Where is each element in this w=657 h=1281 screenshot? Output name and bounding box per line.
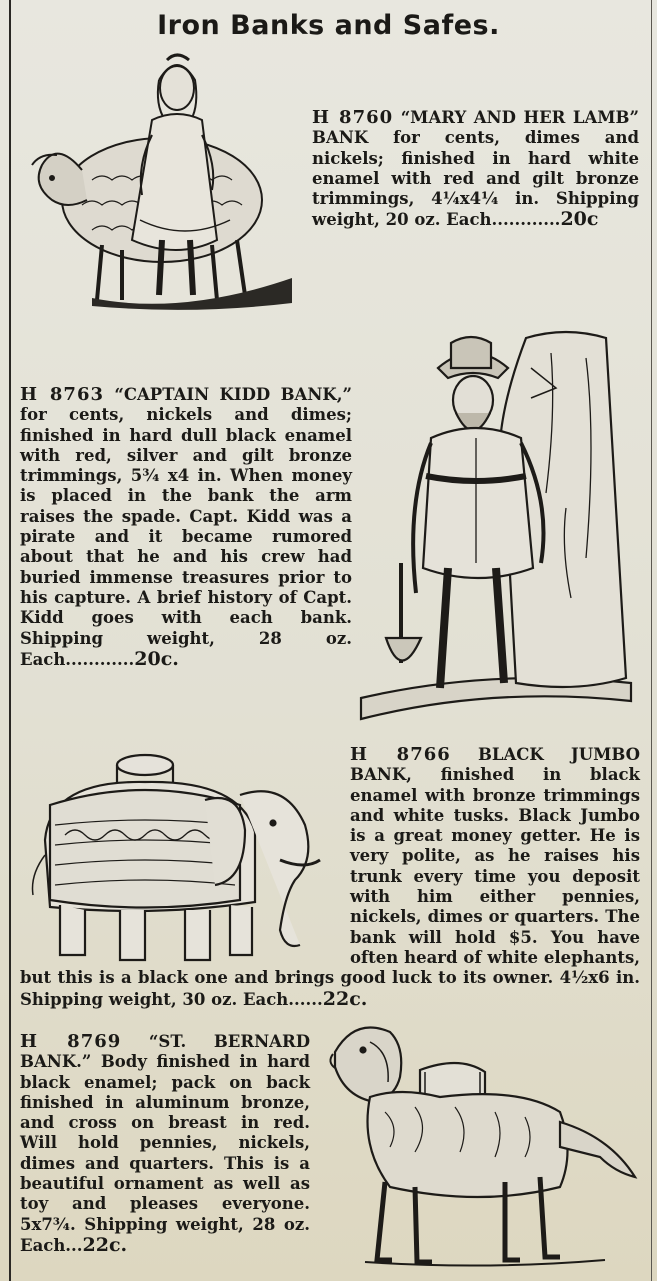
item-8760-code: H 8760: [312, 107, 394, 128]
item-8766-text: finished in black enamel with bronze trimmings and white tusks. Black Jumbo is a great money getter. He is very polite, as he raises his trunk every time you deposit with him either pennies, nickels, dimes or quarters. The bank will hold $5. You have often heard of white elephants, but this is a black one and brings good luck to its owner. 4½x6 in. Shipping weight, 30 oz. Each......: [20, 765, 640, 1009]
mary-and-lamb-illustration: [22, 50, 297, 310]
captain-kidd-illustration: [356, 328, 641, 728]
item-8766-code: H 8766: [350, 744, 451, 765]
item-8769-name: “ST. BERNARD BANK.”: [20, 1032, 311, 1072]
jumbo-illustration-space: [20, 745, 350, 967]
item-8760-description: [312, 108, 639, 231]
st-bernard-illustration: [325, 1022, 640, 1277]
item-8769-code: H 8769: [20, 1031, 122, 1052]
item-8763-name: “CAPTAIN KIDD BANK,”: [114, 385, 352, 404]
item-8763-description: [20, 385, 352, 670]
item-8769-description: [20, 1032, 310, 1256]
item-8766-name: BLACK JUMBO BANK,: [350, 745, 640, 785]
item-8766-description: [20, 745, 640, 1010]
item-8760-text: for cents, dimes and nickels; finished in hard white enamel with red and gilt bronze trimmings, 4¼x4¼ in. Shipping weight, 20 oz. Each............: [312, 128, 639, 230]
item-8769-price: 22c.: [82, 1233, 128, 1256]
item-8763-text: for cents, nickels and dimes; finished in hard dull black enamel with red, silver and gilt bronze trimmings, 5¾ x4 in. When money is placed in the bank the arm raises the spade. Capt. Kidd was a pirate and it became rumored about that he and his crew had buried immense treasures prior to his capture. A brief history of Capt. Kidd goes with each bank. Shipping weight, 28 oz. Each............: [20, 405, 352, 669]
page-title: Iron Banks and Safes.: [157, 10, 500, 41]
left-column-rule: [9, 0, 11, 1281]
item-8763-price: 20c.: [134, 647, 179, 670]
item-8763-code: H 8763: [20, 384, 104, 405]
item-8769-text: Body finished in hard black enamel; pack on back finished in aluminum bronze, and cross on breast in red. Will hold pennies, nickels, dimes and quarters. This is a beautiful ornament as well as toy and pleases everyone. 5x7¾. Shipping weight, 28 oz. Each...: [20, 1052, 310, 1255]
item-8766-price: 22c.: [322, 987, 368, 1010]
item-8760-name: “MARY AND HER LAMB” BANK: [312, 108, 639, 148]
right-column-rule: [651, 0, 652, 1281]
item-8760-price: 20c: [560, 208, 599, 231]
